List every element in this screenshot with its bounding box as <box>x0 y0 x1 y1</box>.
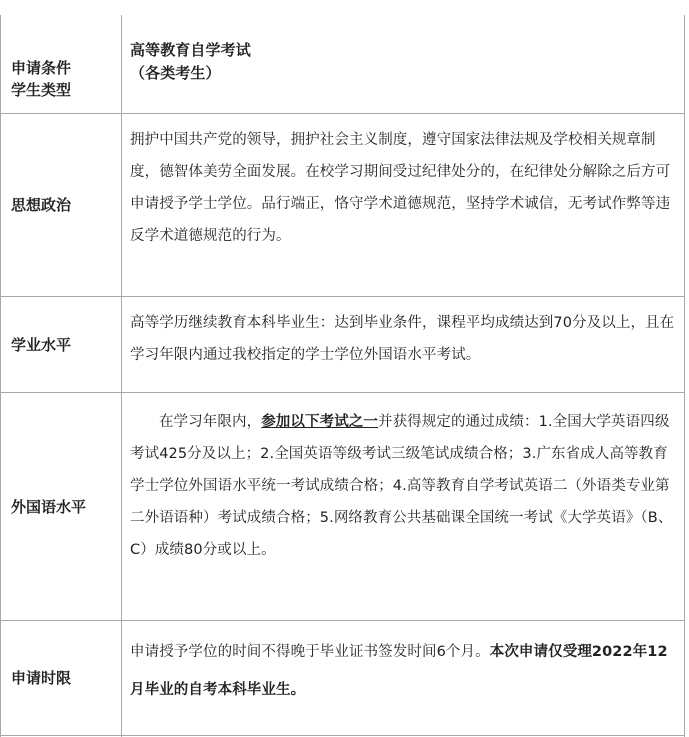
row-text-deadline: 申请授予学位的时间不得晚于毕业证书签发时间6个月。本次申请仅受理2022年12月毕业的自考本科毕业生。 <box>130 644 668 698</box>
row-text-political: 拥护中国共产党的领导，拥护社会主义制度，遵守国家法律法规及学校相关规章制度，德智体美劳全面发展。在校学习期间受过纪律处分的，在纪律处分解除之后方可申请授予学士学位。品行端正，恪守学术道德规范，坚持学术诚信，无考试作弊等违反学术道德规范的行为。 <box>130 132 671 244</box>
table-bottom-border <box>0 735 685 736</box>
row-label-deadline: 申请时限 <box>11 669 72 687</box>
header-value-line1: 高等教育自学考试 <box>130 41 251 59</box>
emphasis-text: 参加以下考试之一 <box>261 414 379 430</box>
deadline-bold-text: 本次申请仅受理2022年12月毕业的自考本科毕业生。 <box>130 644 668 698</box>
row-label-political: 思想政治 <box>11 196 72 214</box>
row-text-academic: 高等学历继续教育本科毕业生：达到毕业条件，课程平均成绩达到70分及以上，且在学习年限内通过我校指定的学士学位外国语水平考试。 <box>130 315 675 363</box>
header-label-line1: 申请条件 <box>11 59 72 77</box>
header-label-line2: 学生类型 <box>11 81 72 99</box>
table-column-divider <box>121 15 122 737</box>
row-text-foreign-language: 在学习年限内，参加以下考试之一并获得规定的通过成绩：1.全国大学英语四级考试425分及以上；2.全国英语等级考试三级笔试成绩合格；3.广东省成人高等教育学士学位外国语水平统一考试成绩合格；4.高等教育自学考试英语二（外语类专业第二外语语种）考试成绩合格；5.网络教育公共基础课全国统一考试《大学英语》（B、C）成绩80分或以上。 <box>130 414 673 558</box>
header-label-cell <box>0 57 121 109</box>
row-label-academic: 学业水平 <box>11 335 72 354</box>
header-value-line2: （各类考生） <box>130 64 221 82</box>
header-value-cell <box>123 13 685 113</box>
row-label-foreign-language: 外国语水平 <box>11 497 87 516</box>
